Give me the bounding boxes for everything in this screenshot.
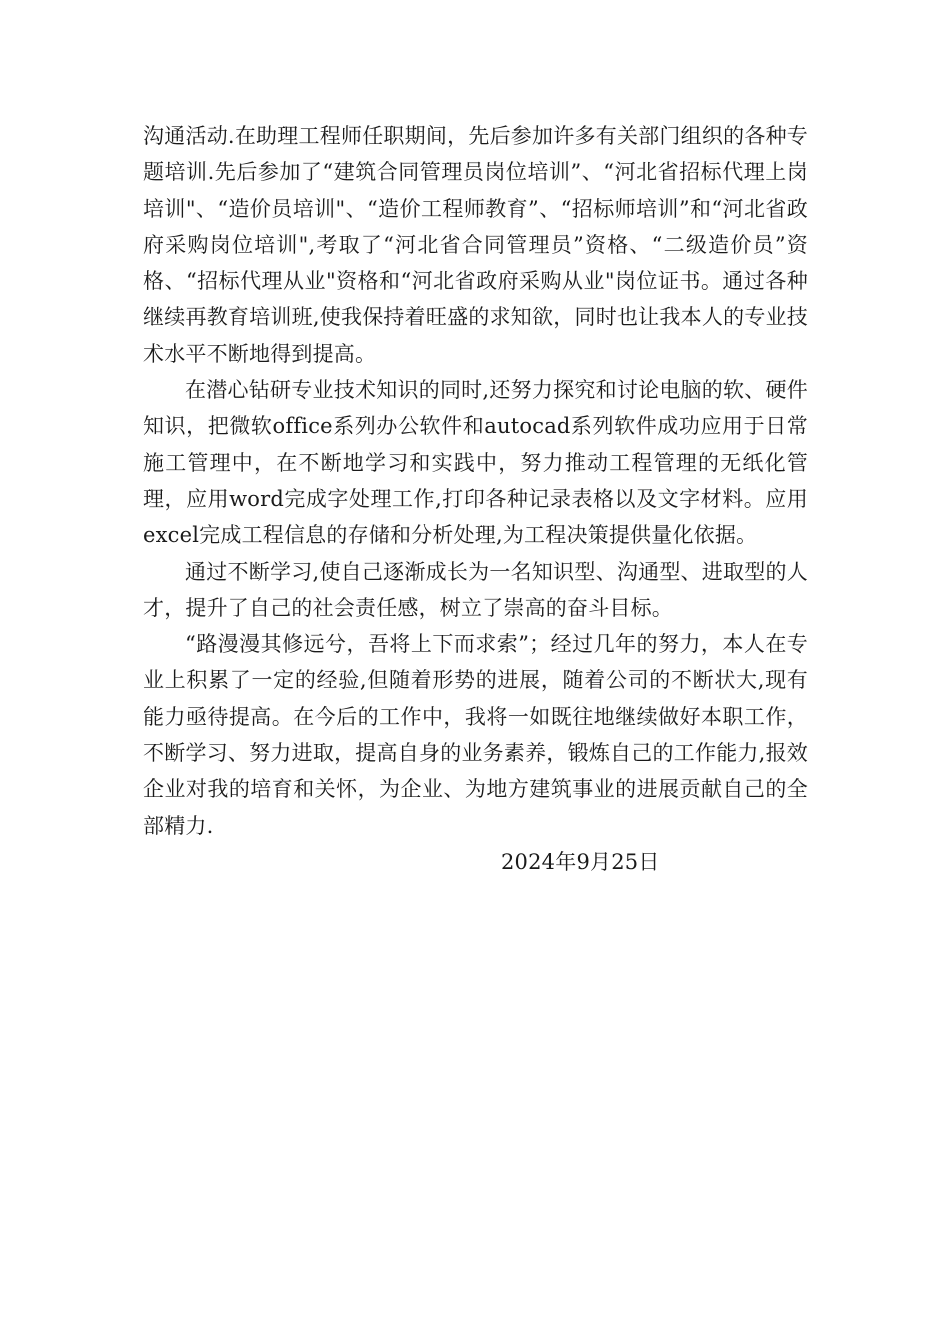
paragraph-computer-skills: 在潜心钻研专业技术知识的同时,还努力探究和讨论电脑的软、硬件知识，把微软office系列办公软件和autocad系列软件成功应用于日常施工管理中，在不断地学习和实践中，努力推动工程管理的无纸化管理，应用word完成字处理工作,打印各种记录表格以及文字材料。应用excel完成工程信息的存储和分析处理,为工程决策提供量化依据。 (143, 378, 808, 548)
paragraph-outlook: “路漫漫其修远兮，吾将上下而求索”；经过几年的努力，本人在专业上积累了一定的经验,但随着形势的进展，随着公司的不断状大,现有能力亟待提高。在今后的工作中，我将一如既往地继续做好本职工作，不断学习、努力进取，提高自身的业务素养，锻炼自己的工作能力,报效企业对我的培育和关怀，为企业、为地方建筑事业的进展贡献自己的全部精力. (143, 632, 808, 838)
document-date: 2024年9月25日 (501, 849, 660, 874)
document-body (143, 118, 808, 880)
paragraph-growth: 通过不断学习,使自己逐渐成长为一名知识型、沟通型、进取型的人才，提升了自己的社会责任感，树立了崇高的奋斗目标。 (143, 559, 808, 620)
paragraph-training: 沟通活动.在助理工程师任职期间，先后参加许多有关部门组织的各种专题培训.先后参加了“建筑合同管理员岗位培训”、“河北省招标代理上岗培训"、“造价员培训"、“造价工程师教育”、“招标师培训”和“河北省政府采购岗位培训",考取了“河北省合同管理员”资格、“二级造价员”资格、“招标代理从业"资格和“河北省政府采购从业"岗位证书。通过各种继续再教育培训班,使我保持着旺盛的求知欲，同时也让我本人的专业技术水平不断地得到提高。 (143, 124, 808, 366)
